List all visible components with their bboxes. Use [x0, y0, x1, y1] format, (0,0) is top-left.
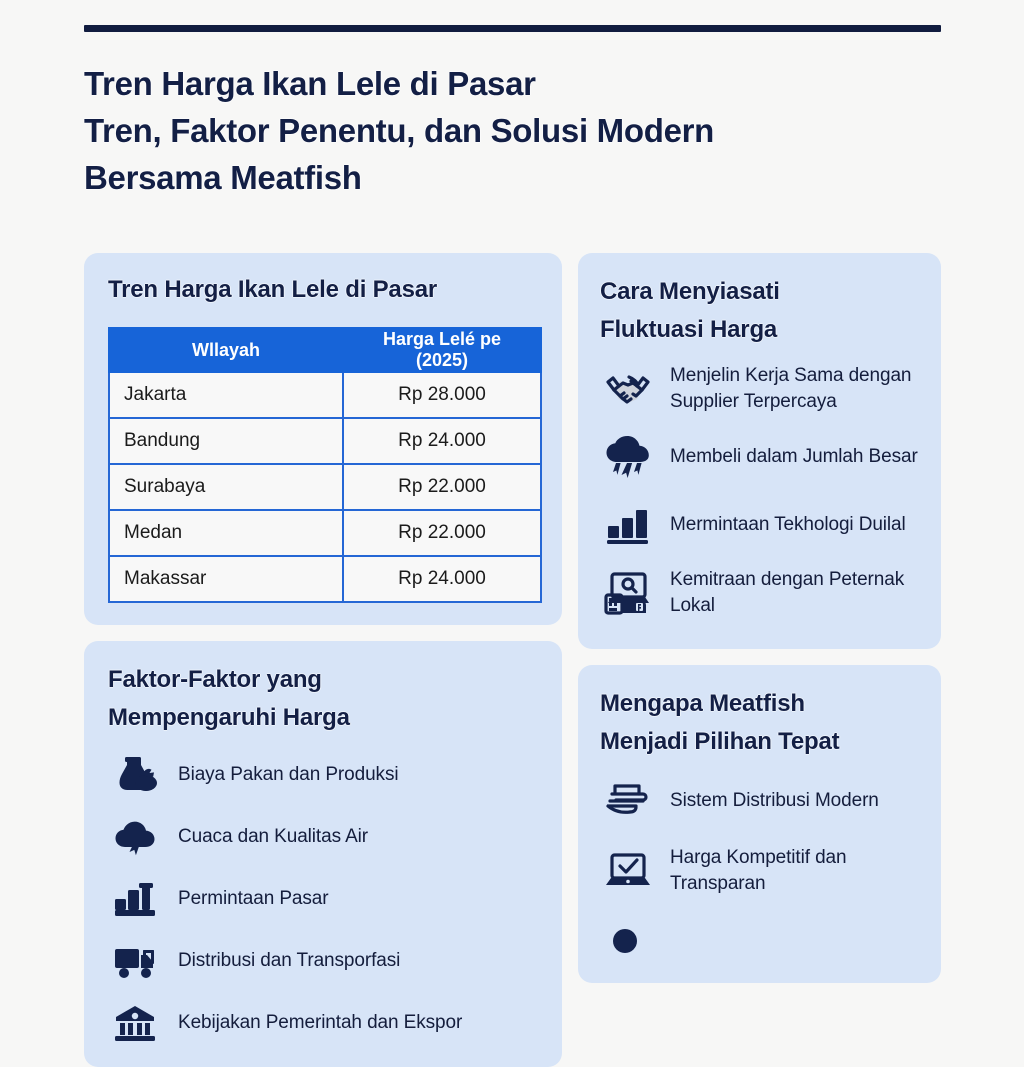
tips-card-title-line-1: Cara Menyiasati [600, 278, 780, 305]
list-item [600, 361, 921, 417]
list-item-label: Menjelin Kerja Sama dengan Supplier Terpercaya [670, 365, 912, 412]
cloud-rain-icon [108, 809, 164, 865]
table-cell-price: Rp 28.000 [343, 372, 541, 418]
page-title-line-3: Bersama Meatfish [84, 159, 362, 196]
factors-list [108, 747, 540, 1051]
list-item-label: Permintaan Pasar [178, 888, 329, 909]
list-item [600, 429, 921, 485]
table-row [109, 372, 541, 418]
factors-card-title [108, 661, 438, 737]
why-card-title-line-1: Mengapa Meatfish [600, 690, 805, 717]
list-item-label: Kebijakan Pemerintah dan Ekspor [178, 1012, 463, 1033]
left-column [84, 253, 562, 1067]
list-item-label: Biaya Pakan dan Produksi [178, 764, 399, 785]
government-bank-icon [108, 995, 164, 1051]
page-title-line-1: Tren Harga Ikan Lele di Pasar [84, 65, 536, 102]
table-row [109, 418, 541, 464]
list-item [108, 871, 540, 927]
table-cell-region: Jakarta [109, 372, 343, 418]
table-row [109, 556, 541, 602]
table-cell-price: Rp 24.000 [343, 418, 541, 464]
list-item [108, 995, 540, 1051]
price-table [108, 327, 542, 603]
list-item-label: Harga Kompetitif dan Transparan [670, 847, 847, 894]
why-meatfish-card [578, 665, 941, 983]
factors-card [84, 641, 562, 1067]
tips-card-title [600, 273, 890, 349]
list-item [108, 809, 540, 865]
right-column [578, 253, 941, 983]
list-item [600, 497, 921, 553]
table-cell-region: Bandung [109, 418, 343, 464]
table-cell-price: Rp 22.000 [343, 464, 541, 510]
list-item-label: Sistem Distribusi Modern [670, 790, 879, 811]
table-cell-region: Medan [109, 510, 343, 556]
table-header-price: Harga Lelé pe (2025) [343, 328, 541, 372]
list-item [600, 565, 921, 621]
table-cell-price: Rp 22.000 [343, 510, 541, 556]
list-item-label: Mermintaan Tekhologi Duilal [670, 514, 906, 535]
table-row [109, 510, 541, 556]
page-title [84, 60, 964, 201]
partial-icon [600, 913, 656, 969]
price-trend-card-title: Tren Harga Ikan Lele di Pasar [108, 276, 438, 303]
factors-card-title-line-2: Mempengaruhi Harga [108, 704, 350, 731]
list-item-label: Cuaca dan Kualitas Air [178, 826, 369, 847]
list-item [108, 747, 540, 803]
list-item-label: Kemitraan dengan Peternak Lokal [670, 569, 905, 616]
factors-card-title-line-1: Faktor-Faktor yang [108, 666, 322, 693]
list-item-label: Membeli dalam Jumlah Besar [670, 446, 918, 467]
bar-chart-icon [600, 497, 656, 553]
list-item [600, 843, 921, 899]
laptop-search-icon [600, 565, 656, 621]
list-item [600, 773, 921, 829]
delivery-truck-icon [108, 933, 164, 989]
list-item-partial [600, 913, 921, 969]
storm-cloud-icon [600, 429, 656, 485]
table-row [109, 464, 541, 510]
list-item-label: Distribusi dan Transporfasi [178, 950, 401, 971]
why-list [600, 773, 921, 969]
laptop-check-icon [600, 843, 656, 899]
factory-bars-icon [108, 871, 164, 927]
list-item [108, 933, 540, 989]
distribution-stack-icon [600, 773, 656, 829]
table-header-row [109, 328, 541, 372]
handshake-icon [600, 361, 656, 417]
price-trend-card [84, 253, 562, 625]
page-title-line-2: Tren, Faktor Penentu, dan Solusi Modern [84, 112, 715, 149]
tips-card-title-line-2: Fluktuasi Harga [600, 316, 778, 343]
table-cell-price: Rp 24.000 [343, 556, 541, 602]
tips-list [600, 361, 921, 621]
table-cell-region: Surabaya [109, 464, 343, 510]
table-header-region: Wllayah [109, 328, 343, 372]
why-card-title-line-2: Menjadi Pilihan Tepat [600, 728, 840, 755]
tips-card [578, 253, 941, 649]
header-rule [84, 25, 941, 32]
table-cell-region: Makassar [109, 556, 343, 602]
why-meatfish-card-title [600, 685, 930, 761]
feed-sack-icon [108, 747, 164, 803]
